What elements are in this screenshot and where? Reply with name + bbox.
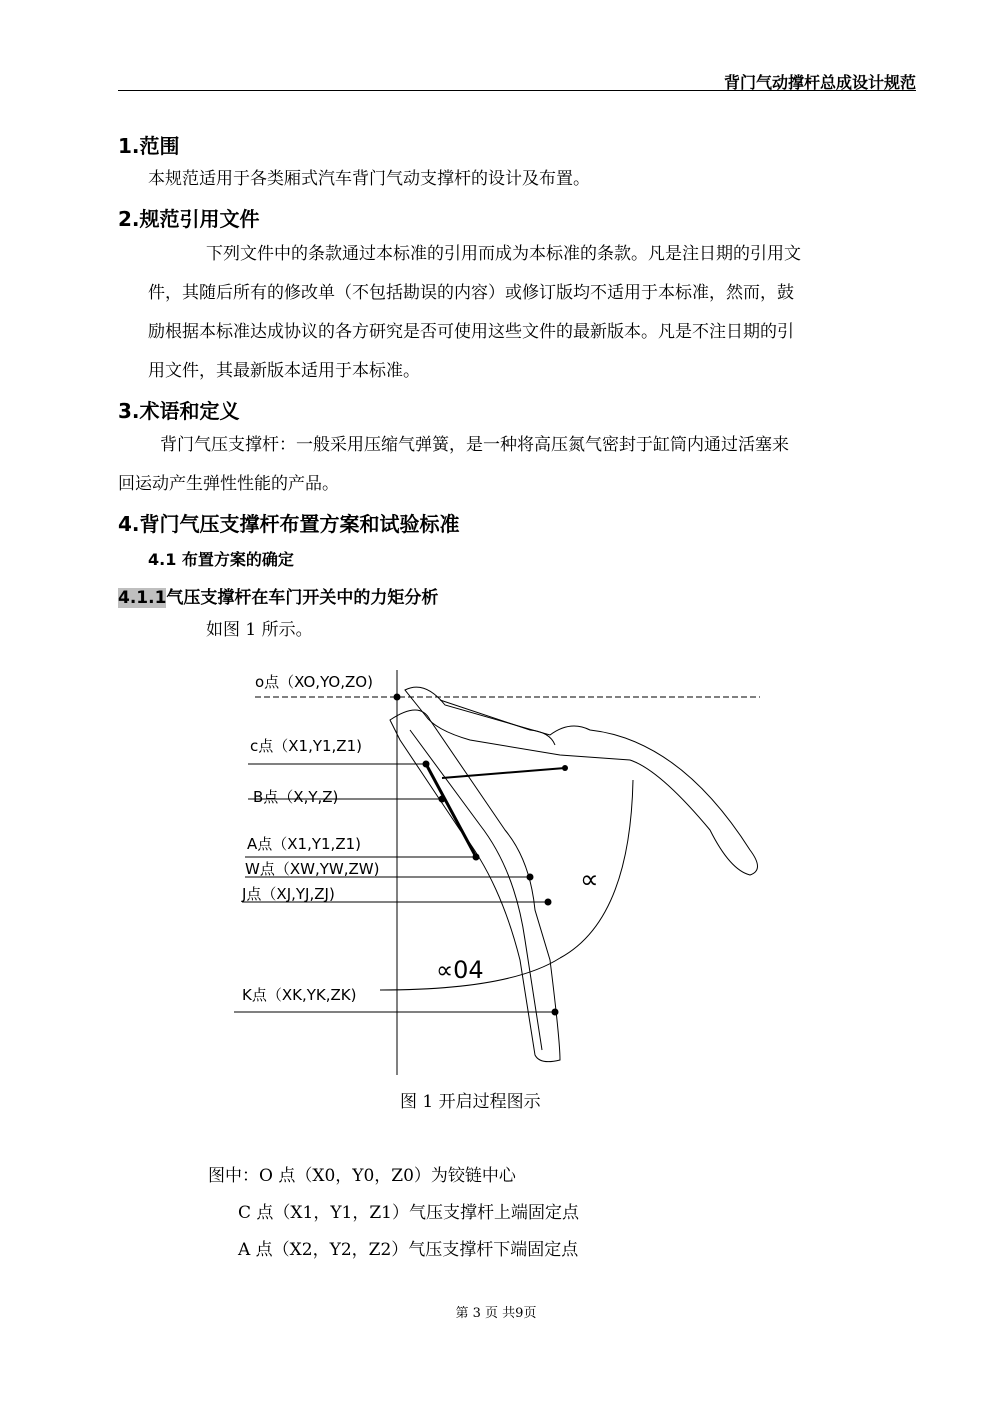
section-1-body: 本规范适用于各类厢式汽车背门气动支撑杆的设计及布置。 — [148, 169, 590, 189]
point-j-marker — [545, 899, 552, 906]
tailgate-opening-diagram — [230, 660, 770, 1080]
tailgate-closed-inner — [410, 730, 542, 1050]
section-4-1-title: 4.1 布置方案的确定 — [148, 550, 294, 569]
point-a-marker — [473, 854, 480, 861]
section-4-title: 4.背门气压支撑杆布置方案和试验标准 — [118, 512, 460, 536]
section-4-1-1-text: 气压支撑杆在车门开关中的力矩分析 — [166, 588, 439, 608]
section-4-1-1-title — [118, 583, 438, 608]
section-2-title: 2.规范引用文件 — [118, 207, 260, 231]
label-point-w: W点（XW,YW,ZW) — [245, 860, 380, 878]
header-title: 背门气动撑杆总成设计规范 — [723, 73, 916, 92]
page-footer: 第 3 页 共9页 — [455, 1306, 537, 1321]
legend-line-3: A 点（X2，Y2，Z2）气压支撑杆下端固定点 — [238, 1240, 579, 1260]
label-alpha-04: ∝04 — [436, 956, 484, 984]
legend-line-1: 图中：O 点（X0，Y0，Z0）为铰链中心 — [208, 1166, 516, 1186]
point-k-marker — [552, 1009, 559, 1016]
section-3-line-1: 背门气压支撑杆：一般采用压缩气弹簧，是一种将高压氮气密封于缸筒内通过活塞来 — [160, 435, 789, 455]
gas-strut-open — [442, 768, 565, 778]
label-point-b: B点（X,Y,Z) — [253, 788, 339, 806]
section-1-title: 1.范围 — [118, 134, 180, 158]
point-c-marker — [423, 761, 430, 768]
legend-line-2: C 点（X1，Y1，Z1）气压支撑杆上端固定点 — [238, 1203, 579, 1223]
label-point-c: c点（X1,Y1,Z1) — [250, 737, 362, 755]
strut-open-end-marker — [562, 765, 568, 771]
label-point-a: A点（X1,Y1,Z1) — [247, 835, 361, 853]
section-2-line-2: 件，其随后所有的修改单（不包括勘误的内容）或修订版均不适用于本标准，然而，鼓 — [148, 283, 794, 303]
label-point-k: K点（XK,YK,ZK) — [242, 986, 357, 1004]
label-alpha: ∝ — [580, 865, 599, 895]
section-2-line-4: 用文件，其最新版本适用于本标准。 — [148, 361, 420, 381]
header-rule — [118, 90, 916, 91]
label-point-j: J点（XJ,YJ,ZJ) — [242, 885, 335, 903]
section-3-title: 3.术语和定义 — [118, 399, 240, 423]
figure-intro: 如图 1 所示。 — [206, 620, 313, 640]
figure-caption: 图 1 开启过程图示 — [400, 1092, 541, 1112]
section-2-line-1: 下列文件中的条款通过本标准的引用而成为本标准的条款。凡是注日期的引用文 — [206, 244, 801, 264]
section-4-1-1-number: 4.1.1 — [118, 588, 167, 608]
tailgate-open-inner — [440, 700, 555, 745]
point-w-marker — [527, 874, 534, 881]
tailgate-closed-outline — [390, 710, 560, 1062]
section-3-line-2: 回运动产生弹性性能的产品。 — [118, 474, 339, 494]
label-point-o: o点（XO,YO,ZO) — [255, 673, 373, 691]
point-b-marker — [439, 796, 446, 803]
point-o-marker — [394, 694, 401, 701]
section-2-line-3: 励根据本标准达成协议的各方研究是否可使用这些文件的最新版本。凡是不注日期的引 — [148, 322, 794, 342]
tailgate-open-outline — [405, 687, 758, 875]
